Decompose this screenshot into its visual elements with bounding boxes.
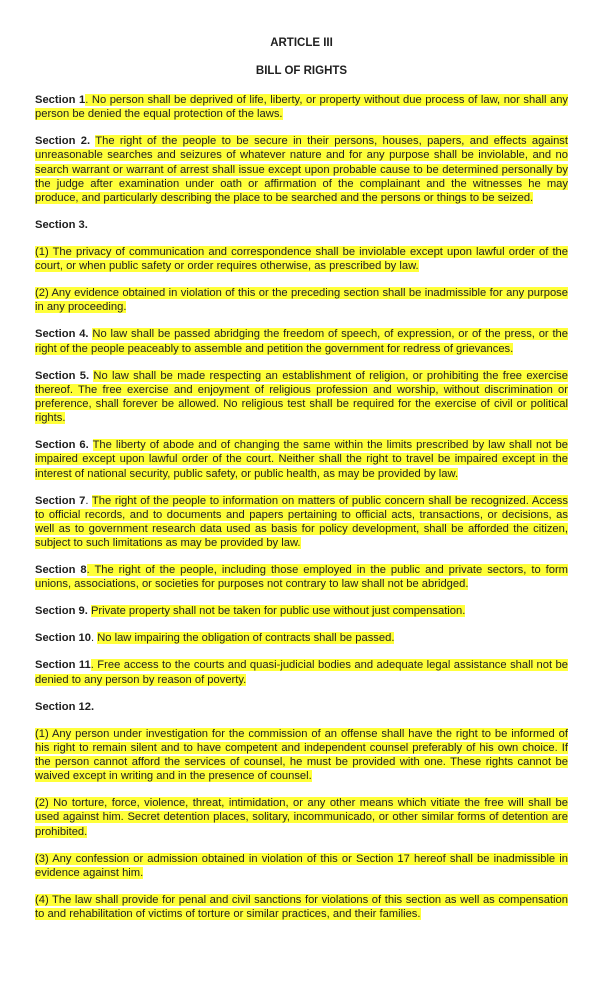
section-12-paragraph-2: (2) No torture, force, violence, threat, intimidation, or any other means which vitiate the free will shall be used against him. Secret detention places, solitary, incommunicado, or other similar forms of detention are prohibited. [35,797,568,838]
section-12-heading: Section 12. [35,700,95,713]
section-text: Private property shall not be taken for public use without just compensation. [90,605,466,618]
section-label: Section 11 [35,659,91,672]
section-12-paragraph-3: (3) Any confession or admission obtained in violation of this or Section 17 hereof shall be inadmissible in evidence against him. [35,852,568,879]
section-label: Section 10 [35,632,91,645]
section-9 [35,604,568,618]
section-2 [35,134,568,205]
section-text: No law shall be made respecting an establishment of religion, or prohibiting the free exercise thereof. The free exercise and enjoyment of religious profession and worship, without discrimination or preference, shall forever be allowed. No religious test shall be required for the exercise of civil or political rights. [35,369,568,425]
section-label: Section 2. [35,135,91,148]
article-title: ARTICLE III [270,37,333,49]
section-text: No law shall be passed abridging the freedom of speech, of expression, or of the press, or the right of the people peaceably to assemble and petition the government for redress of grievances. [35,328,569,355]
section-label: Section 4. [35,328,89,341]
section-7: Section 7. The right of the people to information on matters of public concern shall be recognized. Access to official records, and to documents and papers pertaining to official acts, transactions, or decisions, as well as to government research data used as basis for policy development, shall be afforded the citizen, subject to such limitations as may be provided by law. [35,494,568,550]
section-11 [35,658,568,686]
section-label: Section 9. [35,605,88,618]
section-text: . The right of the people, including those employed in the public and private sectors, to form unions, associations, or societies for purposes not contrary to law shall not be abridged. [35,564,568,591]
bill-title: BILL OF RIGHTS [255,65,348,77]
section-text: . No person shall be deprived of life, liberty, or property without due process of law, nor shall any person be denied the equal protection of the laws. [35,94,569,121]
section-5 [35,369,568,426]
section-label: Section 1 [35,94,86,106]
section-label: Section 6. [35,439,89,452]
section-text: The right of the people to information on matters of public concern shall be recognized. Access to official records, and to documents and papers pertaining to official acts, transactions, or decisions, as well as to government research data used as basis for policy development, shall be afforded the citizen, subject to such limitations as may be provided by law. [35,494,568,550]
section-3-paragraph-2: (2) Any evidence obtained in violation of this or the preceding section shall be inadmissible for any purpose in any proceeding. [35,287,568,314]
section-8 [35,563,568,591]
section-3-heading: Section 3. [35,219,88,232]
section-text: . Free access to the courts and quasi-judicial bodies and adequate legal assistance shall not be denied to any person by reason of poverty. [35,659,569,686]
section-label: Section 5. [35,369,90,382]
section-12-paragraph-4: (4) The law shall provide for penal and civil sanctions for violations of this section as well as compensation to and rehabilitation of victims of torture or similar practices, and their families. [35,893,568,921]
section-3-paragraph-1: (1) The privacy of communication and correspondence shall be inviolable except upon lawful order of the court, or when public safety or order requires otherwise, as prescribed by law. [35,246,568,273]
section-text: The liberty of abode and of changing the same within the limits prescribed by law shall not be impaired except upon lawful order of the court. Neither shall the right to travel be impaired except in the interest of national security, public safety, or public health, as may be provided by law. [35,439,568,480]
section-4 [35,327,568,355]
section-12-paragraph-1: (1) Any person under investigation for the commission of an offense shall have the right to be informed of his right to remain silent and to have competent and independent counsel preferably of his own choice. If the person cannot afford the services of counsel, he must be provided with one. These rights cannot be waived except in writing and in the presence of counsel. [35,727,568,783]
section-text: The right of the people to be secure in their persons, houses, papers, and effects against unreasonable searches and seizures of whatever nature and for any purpose shall be inviolable, and no search warrant or warrant of arrest shall issue except upon probable cause to be determined personally by the judge after examination under oath or affirmation of the complainant and the witnesses he may produce, and particularly describing the place to be searched and the persons or things to be seized. [35,135,568,205]
section-6 [35,438,568,481]
section-label: Section 7 [35,494,86,507]
section-label: Section 8 [35,564,87,577]
section-text: No law impairing the obligation of contracts shall be passed. [97,632,395,645]
section-10: Section 10. No law impairing the obligation of contracts shall be passed. [35,632,395,645]
section-1 [35,93,568,121]
